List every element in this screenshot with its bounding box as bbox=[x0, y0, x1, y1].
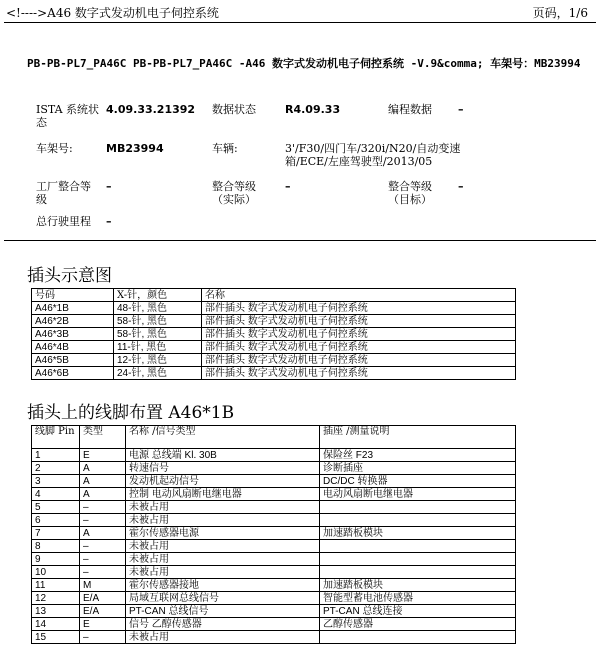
programming-data-label: 编程数据 bbox=[388, 103, 432, 116]
table-cell: – bbox=[80, 631, 126, 644]
pin-assignment-table bbox=[31, 425, 516, 644]
table-cell: – bbox=[80, 553, 126, 566]
document-title: PB-PB-PL7_PA46C PB-PB-PL7_PA46C -A46 数字式发动机电子伺控系统 -V.9&comma; 车架号：MB23994 bbox=[27, 57, 581, 70]
table-cell: 部件插头 数字式发动机电子伺控系统 bbox=[202, 328, 516, 341]
table-row bbox=[32, 367, 516, 380]
actual-integration-label: 整合等级（实际） bbox=[212, 180, 256, 206]
table-cell: 5 bbox=[32, 501, 80, 514]
table-row bbox=[32, 566, 516, 579]
vehicle-value: 3'/F30/四门车/320i/N20/自动变速箱/ECE/左座驾驶型/2013/05 bbox=[285, 142, 461, 168]
table-row bbox=[32, 341, 516, 354]
table-cell bbox=[320, 514, 516, 527]
table-row bbox=[32, 514, 516, 527]
mileage-label: 总行驶里程 bbox=[36, 215, 91, 228]
table-cell: 局域互联网总线信号 bbox=[126, 592, 320, 605]
table-cell: 加速踏板模块 bbox=[320, 579, 516, 592]
table-cell: 乙醇传感器 bbox=[320, 618, 516, 631]
table-cell: A46*2B bbox=[32, 315, 114, 328]
pin-header-row bbox=[32, 426, 516, 449]
table-cell: 诊断插座 bbox=[320, 462, 516, 475]
table-row bbox=[32, 501, 516, 514]
table-row bbox=[32, 527, 516, 540]
info-rule bbox=[4, 240, 596, 241]
table-cell: – bbox=[80, 501, 126, 514]
table-row bbox=[32, 592, 516, 605]
table-cell: 10 bbox=[32, 566, 80, 579]
table-cell: 未被占用 bbox=[126, 553, 320, 566]
table-cell: 发动机起动信号 bbox=[126, 475, 320, 488]
table-cell: 8 bbox=[32, 540, 80, 553]
table-cell: 未被占用 bbox=[126, 501, 320, 514]
table-cell: 霍尔传感器接地 bbox=[126, 579, 320, 592]
table-cell: 24-针, 黑色 bbox=[114, 367, 202, 380]
table-cell bbox=[320, 501, 516, 514]
mileage-value: – bbox=[106, 215, 112, 228]
table-cell: 48-针, 黑色 bbox=[114, 302, 202, 315]
table-row bbox=[32, 579, 516, 592]
table-cell: 4 bbox=[32, 488, 80, 501]
connector-diagram-heading: 插头示意图 bbox=[27, 266, 112, 286]
table-cell: PT-CAN 总线连接 bbox=[320, 605, 516, 618]
table-row bbox=[32, 315, 516, 328]
table-cell: 11 bbox=[32, 579, 80, 592]
table-cell: A bbox=[80, 488, 126, 501]
table-cell: 控制 电动风扇断电继电器 bbox=[126, 488, 320, 501]
ista-label: ISTA 系统状态 bbox=[36, 103, 100, 129]
table-cell: 12-针, 黑色 bbox=[114, 354, 202, 367]
connector-header-row bbox=[32, 289, 516, 302]
table-row bbox=[32, 462, 516, 475]
table-cell: 电源 总线端 Kl. 30B bbox=[126, 449, 320, 462]
table-cell: 7 bbox=[32, 527, 80, 540]
table-cell: 加速踏板模块 bbox=[320, 527, 516, 540]
pin-assignment-heading: 插头上的线脚布置 A46*1B bbox=[27, 403, 235, 423]
table-cell: A46*1B bbox=[32, 302, 114, 315]
table-cell: 部件插头 数字式发动机电子伺控系统 bbox=[202, 341, 516, 354]
ista-value: 4.09.33.21392 bbox=[106, 103, 196, 116]
table-cell: 部件插头 数字式发动机电子伺控系统 bbox=[202, 315, 516, 328]
table-row bbox=[32, 553, 516, 566]
connector-header-cell: 名称 bbox=[202, 289, 516, 302]
table-cell: – bbox=[80, 514, 126, 527]
table-cell: 58-针, 黑色 bbox=[114, 315, 202, 328]
table-row bbox=[32, 540, 516, 553]
table-row bbox=[32, 475, 516, 488]
table-cell: 15 bbox=[32, 631, 80, 644]
connector-header-cell: 号码 bbox=[32, 289, 114, 302]
connector-header-cell: X-针，颜色 bbox=[114, 289, 202, 302]
header-rule bbox=[4, 22, 596, 23]
table-cell: 6 bbox=[32, 514, 80, 527]
table-cell: 13 bbox=[32, 605, 80, 618]
table-cell: A46*5B bbox=[32, 354, 114, 367]
table-cell: 信号 乙醇传感器 bbox=[126, 618, 320, 631]
pin-header-cell: 类型 bbox=[80, 426, 126, 449]
table-cell: 9 bbox=[32, 553, 80, 566]
table-row bbox=[32, 618, 516, 631]
table-cell: – bbox=[80, 540, 126, 553]
vehicle-label: 车辆: bbox=[212, 142, 238, 155]
table-cell: E/A bbox=[80, 592, 126, 605]
table-cell bbox=[320, 553, 516, 566]
table-row bbox=[32, 328, 516, 341]
table-cell: 14 bbox=[32, 618, 80, 631]
header-title: <!---->A46 数字式发动机电子伺控系统 bbox=[6, 6, 219, 20]
pin-header-cell: 名称 /信号类型 bbox=[126, 426, 320, 449]
table-cell bbox=[320, 631, 516, 644]
table-cell: A bbox=[80, 475, 126, 488]
table-cell: A46*3B bbox=[32, 328, 114, 341]
table-cell: 未被占用 bbox=[126, 566, 320, 579]
table-cell: 部件插头 数字式发动机电子伺控系统 bbox=[202, 302, 516, 315]
table-row bbox=[32, 631, 516, 644]
table-cell: 霍尔传感器电源 bbox=[126, 527, 320, 540]
data-state-label: 数据状态 bbox=[212, 103, 256, 116]
table-cell bbox=[320, 566, 516, 579]
data-state-value: R4.09.33 bbox=[285, 103, 341, 116]
target-integration-label: 整合等级（目标） bbox=[388, 180, 432, 206]
table-cell: 保险丝 F23 bbox=[320, 449, 516, 462]
vin-value: MB23994 bbox=[106, 142, 164, 155]
table-cell: 未被占用 bbox=[126, 540, 320, 553]
table-cell: 电动风扇断电继电器 bbox=[320, 488, 516, 501]
table-cell: 转速信号 bbox=[126, 462, 320, 475]
table-cell: 11-针, 黑色 bbox=[114, 341, 202, 354]
table-cell: A46*4B bbox=[32, 341, 114, 354]
table-cell: 部件插头 数字式发动机电子伺控系统 bbox=[202, 367, 516, 380]
table-row bbox=[32, 302, 516, 315]
connector-table bbox=[31, 288, 516, 380]
pin-header-cell: 插座 /测量说明 bbox=[320, 426, 516, 449]
pin-header-cell: 线脚 Pin bbox=[32, 426, 80, 449]
table-row bbox=[32, 605, 516, 618]
page-number: 页码，1/6 bbox=[532, 6, 588, 20]
factory-integration-value: – bbox=[106, 180, 112, 193]
table-cell: E bbox=[80, 618, 126, 631]
table-cell bbox=[320, 540, 516, 553]
vin-label: 车架号: bbox=[36, 142, 73, 155]
programming-data-value: – bbox=[458, 103, 464, 116]
target-integration-value: – bbox=[458, 180, 464, 193]
table-cell: 智能型蓄电池传感器 bbox=[320, 592, 516, 605]
table-cell: 未被占用 bbox=[126, 514, 320, 527]
table-cell: 部件插头 数字式发动机电子伺控系统 bbox=[202, 354, 516, 367]
table-cell: E/A bbox=[80, 605, 126, 618]
actual-integration-value: – bbox=[285, 180, 291, 193]
table-row bbox=[32, 449, 516, 462]
table-cell: 3 bbox=[32, 475, 80, 488]
table-cell: M bbox=[80, 579, 126, 592]
table-cell: A bbox=[80, 462, 126, 475]
table-cell: E bbox=[80, 449, 126, 462]
table-cell: 12 bbox=[32, 592, 80, 605]
table-cell: PT-CAN 总线信号 bbox=[126, 605, 320, 618]
table-row bbox=[32, 354, 516, 367]
table-cell: – bbox=[80, 566, 126, 579]
table-cell: A bbox=[80, 527, 126, 540]
factory-integration-label: 工厂整合等级 bbox=[36, 180, 91, 206]
table-cell: 未被占用 bbox=[126, 631, 320, 644]
table-cell: DC/DC 转换器 bbox=[320, 475, 516, 488]
table-cell: A46*6B bbox=[32, 367, 114, 380]
table-row bbox=[32, 488, 516, 501]
table-cell: 58-针, 黑色 bbox=[114, 328, 202, 341]
table-cell: 1 bbox=[32, 449, 80, 462]
table-cell: 2 bbox=[32, 462, 80, 475]
